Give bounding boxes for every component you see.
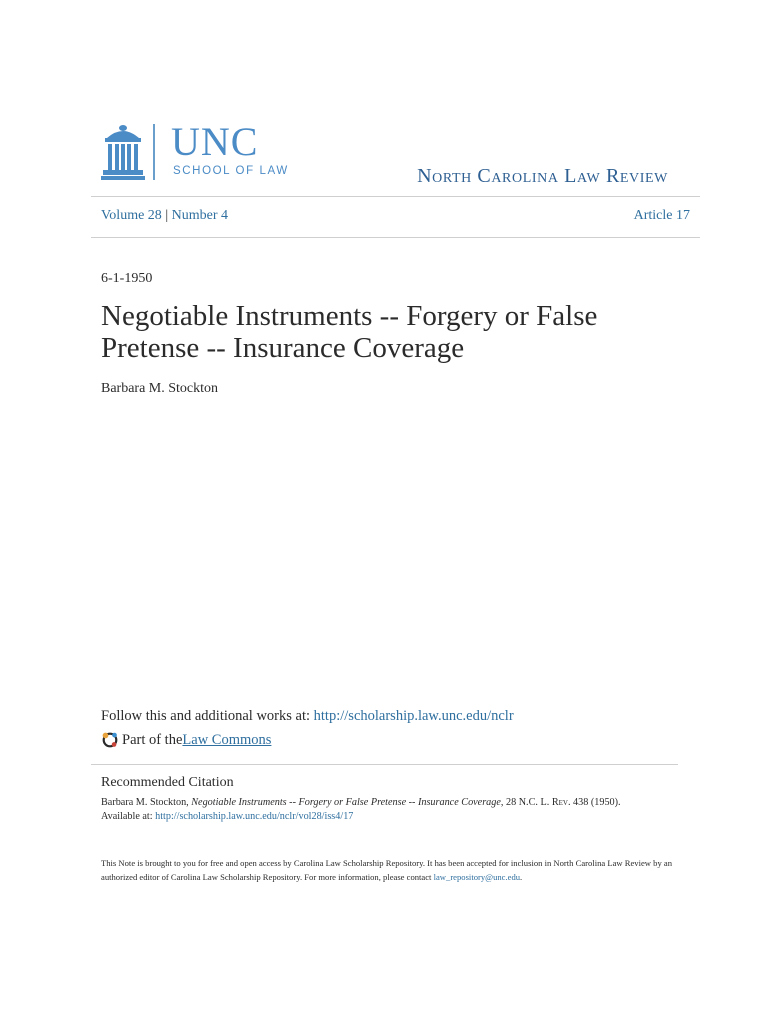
follow-line [101, 707, 514, 725]
article-number-link[interactable]: Article 17 [633, 208, 690, 223]
citation-url-link[interactable]: http://scholarship.law.unc.edu/nclr/vol28/iss4/17 [155, 811, 354, 822]
logo-school-text: SCHOOL OF LAW [173, 165, 289, 177]
journal-title[interactable]: North Carolina Law Review [417, 165, 668, 187]
publication-date: 6-1-1950 [101, 271, 153, 286]
divider [91, 764, 678, 765]
citation-ref-suffix: 438 (1950). [570, 797, 621, 808]
note-end: . [520, 871, 523, 882]
note-text: This Note is brought to you for free and open access by Carolina Law Scholarship Repository. It has been accepted for inclusion in North Carolina Law Review by an authorized editor of Carolina Law Scholarship Repository. For more information, please contact [101, 858, 673, 882]
issue-separator: | [161, 208, 172, 223]
issue-info [101, 207, 228, 225]
recommended-citation-heading: Recommended Citation [101, 775, 234, 790]
open-access-note [101, 857, 681, 884]
available-at-label: Available at: [101, 811, 156, 822]
contact-email-link[interactable]: law_repository@unc.edu [433, 871, 521, 882]
article-title: Negotiable Instruments -- Forgery or False Pretense -- Insurance Coverage [101, 300, 598, 364]
law-commons-link[interactable]: Law Commons [182, 732, 272, 748]
digital-commons-network-icon [101, 731, 119, 749]
part-of-line [101, 730, 271, 750]
article-author: Barbara M. Stockton [101, 381, 219, 396]
follow-text: Follow this and additional works at: [101, 708, 314, 724]
number-link[interactable]: Number 4 [171, 208, 229, 223]
citation-text [101, 796, 701, 824]
volume-link[interactable]: Volume 28 [101, 208, 162, 223]
repository-link[interactable]: http://scholarship.law.unc.edu/nclr [313, 708, 514, 724]
part-of-text: Part of the [122, 732, 183, 748]
divider [91, 237, 700, 238]
unc-law-logo [101, 119, 301, 184]
citation-ref-rev: Rev. [551, 797, 571, 808]
citation-author: Barbara M. Stockton, [101, 797, 192, 808]
citation-ref-prefix: , 28 N.C. L. [500, 797, 552, 808]
old-well-icon [101, 122, 145, 182]
citation-title: Negotiable Instruments -- Forgery or False Pretense -- Insurance Coverage [191, 797, 501, 808]
logo-divider [153, 124, 155, 180]
divider [91, 196, 700, 197]
logo-unc-text: UNC [171, 119, 259, 164]
